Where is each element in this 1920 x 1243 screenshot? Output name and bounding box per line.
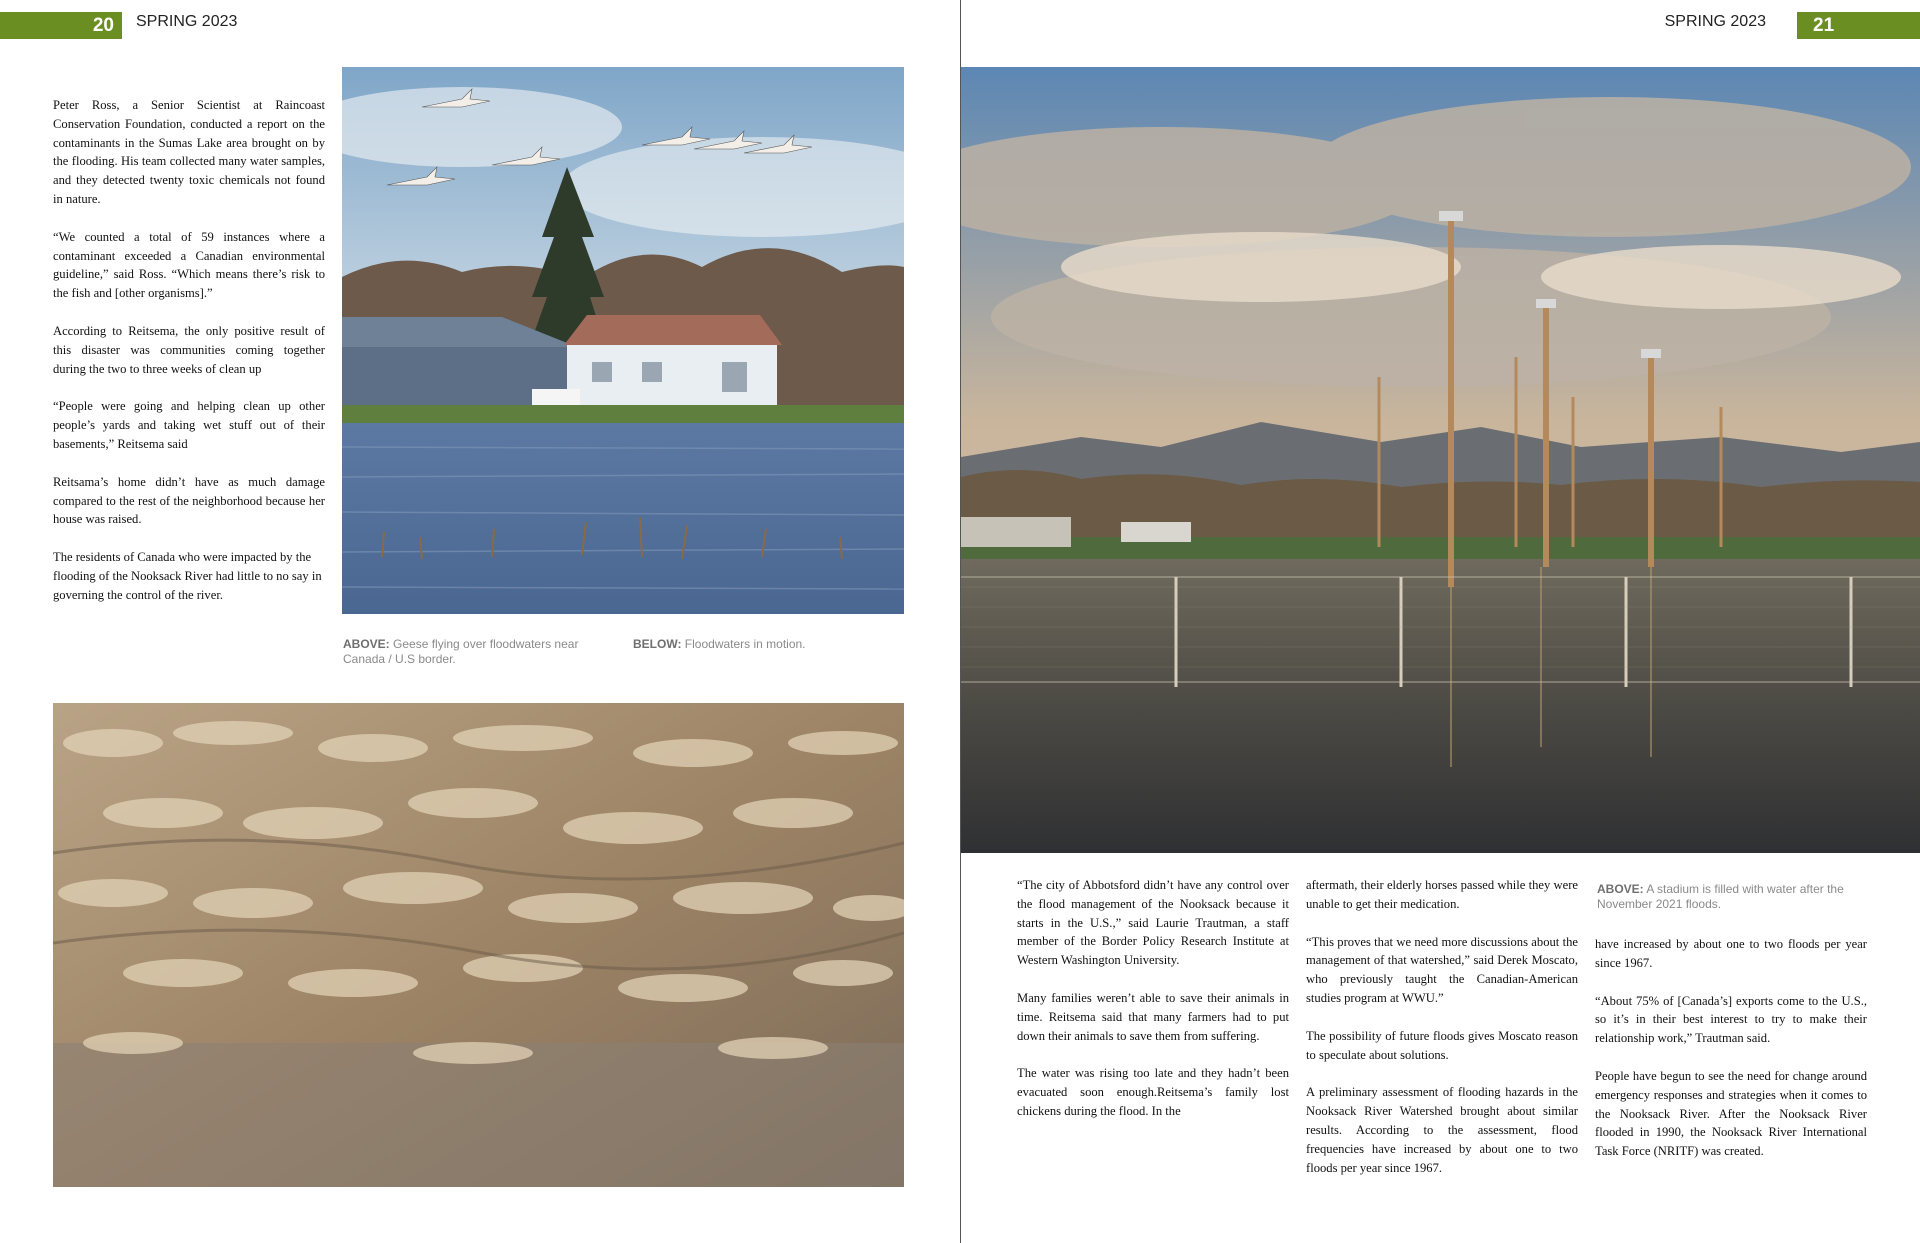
paragraph: “About 75% of [Canada’s] exports come to the U.S., so it’s in their best interest to try to make their relationship work,” Trautman said. <box>1595 993 1867 1046</box>
caption-label: BELOW: <box>633 637 682 651</box>
flooded-stadium-photo <box>961 67 1920 853</box>
page-number-badge <box>1797 12 1920 39</box>
issue-label: SPRING 2023 <box>136 13 238 30</box>
paragraph: aftermath, their elderly horses passed while they were unable to get their medication. <box>1306 878 1578 911</box>
paragraph: Peter Ross, a Senior Scientist at Raincoast Conservation Foundation, conducted a report on the contaminants in the Sumas Lake area brought on by the flooding. His team collected many water samples, and they detected twenty toxic chemicals not found in nature. <box>53 98 325 206</box>
article-column-3 <box>1595 935 1867 1180</box>
caption-text: A stadium is filled with water after the November 2021 floods. <box>1597 882 1844 911</box>
paragraph: People have begun to see the need for change around emergency responses and strategies when it comes to the Nooksack River. After the Nooksack River flooded in 1990, the Nooksack River International Task Force (NRITF) was created. <box>1595 1068 1867 1159</box>
paragraph: According to Reitsema, the only positive result of this disaster was communities coming together during the two to three weeks of clean up <box>53 323 325 376</box>
article-column-2 <box>1306 876 1578 1196</box>
paragraph: have increased by about one to two floods per year since 1967. <box>1595 937 1867 970</box>
article-column-1 <box>1017 876 1289 1140</box>
geese-floodwater-photo <box>342 67 904 614</box>
floodwater-motion-photo <box>53 703 904 1187</box>
caption-text: Geese flying over floodwaters near Canada / U.S border. <box>343 637 579 666</box>
page-number: 20 <box>92 14 114 36</box>
paragraph: “This proves that we need more discussions about the management of that watershed,” said Derek Moscato, who previously taught the Canadian-American studies program at WWU.” <box>1306 934 1578 1005</box>
paragraph: A preliminary assessment of flooding hazards in the Nooksack River Watershed brought about similar results. According to the assessment, flood frequencies have increased by about one to two floods per year since 1967. <box>1306 1085 1578 1175</box>
photo-caption-above <box>1597 882 1867 912</box>
photo-caption-above <box>343 637 613 667</box>
issue-label: SPRING 2023 <box>1664 13 1766 30</box>
paragraph: The residents of Canada who were impacted by the flooding of the Nooksack River had little to no say in governing the control of the river. <box>53 550 322 602</box>
paragraph: “We counted a total of 59 instances where a contaminant exceeded a Canadian environmental guideline,” said Ross. “Which means there’s risk to the fish and [other organisms].” <box>53 229 325 301</box>
caption-label: ABOVE: <box>343 637 390 651</box>
page-number-badge <box>0 12 122 39</box>
paragraph: The water was rising too late and they hadn’t been evacuated soon enough.Reitsema’s family lost chickens during the flood. In the <box>1017 1066 1289 1118</box>
paragraph: “The city of Abbotsford didn’t have any control over the flood management of the Nooksack because it starts in the U.S.,” said Laurie Trautman, a staff member of the Border Policy Research Institute at Western Washington University. <box>1017 878 1289 968</box>
page-number: 21 <box>1813 14 1835 36</box>
photo-caption-below <box>633 637 903 652</box>
paragraph: Many families weren’t able to save their animals in time. Reitsema said that many farmers had to put down their animals to save them from suffering. <box>1017 990 1289 1043</box>
paragraph: “People were going and helping clean up other people’s yards and taking wet stuff out of their basements,” Reitsema said <box>53 399 325 451</box>
paragraph: Reitsama’s home didn’t have as much damage compared to the rest of the neighborhood because her house was raised. <box>53 474 325 527</box>
caption-label: ABOVE: <box>1597 882 1644 896</box>
caption-text: Floodwaters in motion. <box>684 637 806 651</box>
article-column-left <box>53 96 325 624</box>
paragraph: The possibility of future floods gives Moscato reason to speculate about solutions. <box>1306 1028 1578 1062</box>
